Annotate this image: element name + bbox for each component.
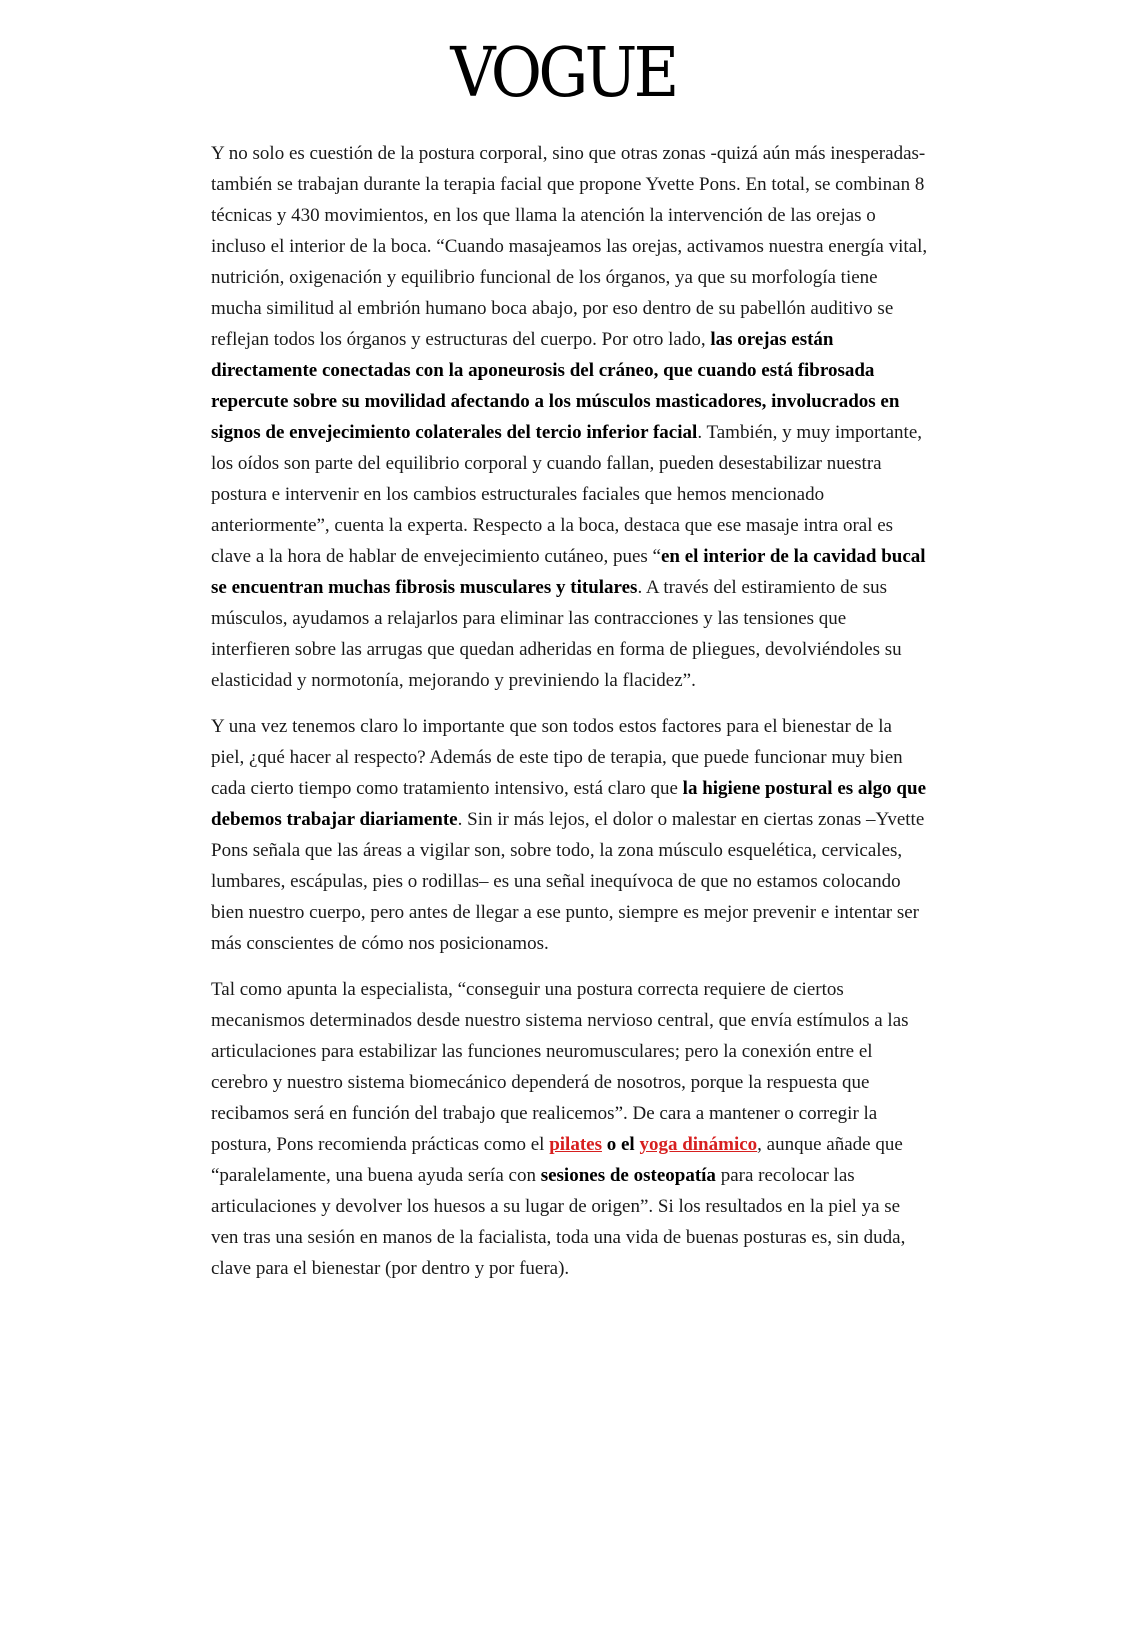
yoga-dinamico-link[interactable]: yoga dinámico <box>639 1134 758 1155</box>
paragraph-3-bold-1: o el <box>601 1134 640 1155</box>
paragraph-1-text-1: Y no solo es cuestión de la postura corporal, sino que otras zonas -quizá aún más inesperadas- también se trabajan durante la terapia facial que propone Yvette Pons. En total, se combinan 8 técnicas y 430 movimientos, en los que llama la atención la intervención de las orejas o incluso el interior de la boca. “Cuando masajeamos las orejas, activamos nuestra energía vital, nutrición, oxigenación y equilibrio funcional de los órganos, ya que su morfología tiene mucha similitud al embrión humano boca abajo, por eso dentro de su pabellón auditivo se reflejan todos los órganos y estructuras del cuerpo. Por otro lado, <box>211 143 928 350</box>
paragraph-1-text-3: . A través del estiramiento de sus músculos, ayudamos a relajarlos para eliminar las contracciones y las tensiones que interfieren sobre las arrugas que quedan adheridas en forma de pliegues, devolviéndoles su elasticidad y normotonía, mejorando y previniendo la flacidez”. <box>211 577 902 691</box>
paragraph-1-bold-2: en el interior de la cavidad bucal se encuentran muchas fibrosis musculares y titulares <box>211 546 926 598</box>
paragraph-2 <box>211 711 929 959</box>
pilates-link[interactable]: pilates <box>549 1134 602 1155</box>
paragraph-1-bold-1: las orejas están directamente conectadas con la aponeurosis del cráneo, que cuando está fibrosada repercute sobre su movilidad afectando a los músculos masticadores, involucrados en signos de envejecimiento colaterales del tercio inferior facial <box>211 329 900 443</box>
paragraph-2-text-2: . Sin ir más lejos, el dolor o malestar en ciertas zonas –Yvette Pons señala que las áreas a vigilar son, sobre todo, la zona músculo esquelética, cervicales, lumbares, escápulas, pies o rodillas– es una señal inequívoca de que no estamos colocando bien nuestro cuerpo, pero antes de llegar a ese punto, siempre es mejor prevenir e intentar ser más conscientes de cómo nos posicionamos. <box>211 809 925 954</box>
paragraph-3-text-1: Tal como apunta la especialista, “conseguir una postura correcta requiere de ciertos mecanismos determinados desde nuestro sistema nervioso central, que envía estímulos a las articulaciones para estabilizar las funciones neuromusculares; pero la conexión entre el cerebro y nuestro sistema biomecánico dependerá de nosotros, porque la respuesta que recibamos será en función del trabajo que realicemos”. De cara a mantener o corregir la postura, Pons recomienda prácticas como el <box>211 979 909 1155</box>
paragraph-2-bold-1: la higiene postural es algo que debemos trabajar diariamente <box>211 778 926 830</box>
paragraph-1-text-2: . También, y muy importante, los oídos son parte del equilibrio corporal y cuando fallan, pueden desestabilizar nuestra postura e intervenir en los cambios estructurales faciales que hemos mencionado anteriormente”, cuenta la experta. Respecto a la boca, destaca que ese masaje intra oral es clave a la hora de hablar de envejecimiento cutáneo, pues “ <box>211 422 923 567</box>
paragraph-2-text-1: Y una vez tenemos claro lo importante que son todos estos factores para el bienestar de la piel, ¿qué hacer al respecto? Además de este tipo de terapia, que puede funcionar muy bien cada cierto tiempo como tratamiento intensivo, está claro que <box>211 716 903 799</box>
vogue-logo[interactable]: VOGUE <box>450 34 676 113</box>
article-body <box>211 138 929 1299</box>
paragraph-3-text-2: , aunque añade que “paralelamente, una buena ayuda sería con <box>211 1134 903 1186</box>
paragraph-3-text-3: para recolocar las articulaciones y devolver los huesos a su lugar de origen”. Si los resultados en la piel ya se ven tras una sesión en manos de la facialista, toda una vida de buenas posturas es, sin duda, clave para el bienestar (por dentro y por fuera). <box>211 1165 906 1279</box>
paragraph-3-bold-2: sesiones de osteopatía <box>540 1165 716 1186</box>
paragraph-3 <box>211 974 929 1284</box>
paragraph-1 <box>211 138 929 696</box>
